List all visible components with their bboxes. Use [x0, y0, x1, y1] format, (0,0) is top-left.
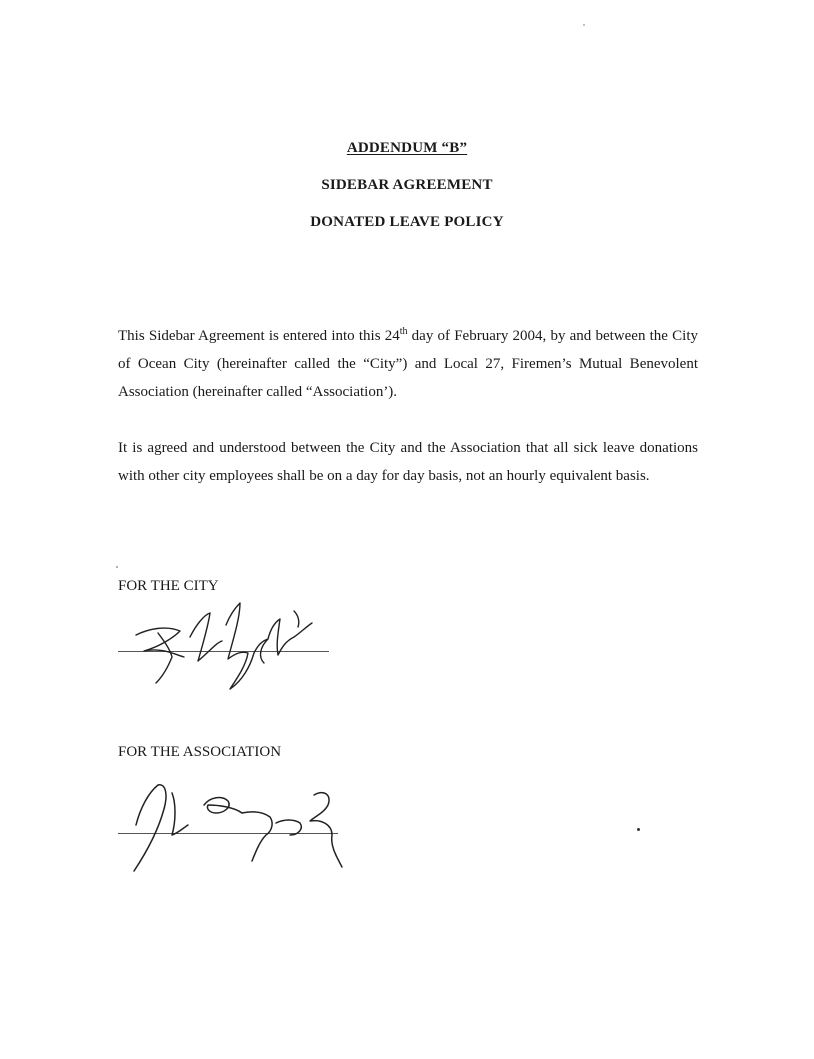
- paragraph-text-end: day of February 2004, by and between the City of Ocean City (hereinafter called the “City”) and Local 27, Firemen’s Mutual Benevolent Association (hereinafter called “Association’).: [118, 328, 698, 400]
- sidebar-agreement-heading: SIDEBAR AGREEMENT: [321, 177, 493, 193]
- scan-speck: [583, 24, 585, 26]
- city-signature-label: FOR THE CITY: [118, 578, 219, 594]
- city-signature: [118, 585, 348, 695]
- sick-leave-paragraph: It is agreed and understood between the City and the Association that all sick leave donations with other city employees shall be on a day for day basis, not an hourly equivalent basis.: [118, 440, 698, 484]
- association-signature-label: FOR THE ASSOCIATION: [118, 744, 282, 760]
- scan-speck: [637, 828, 640, 831]
- addendum-heading-text: ADDENDUM “B”: [346, 140, 468, 156]
- ordinal-suffix: th: [399, 326, 408, 337]
- addendum-heading: [0, 140, 814, 157]
- donated-leave-policy-heading: DONATED LEAVE POLICY: [310, 214, 504, 230]
- paragraph-text-start: This Sidebar Agreement is entered into this 24: [118, 328, 400, 344]
- agreement-paragraph: [118, 322, 698, 406]
- scan-speck: [116, 566, 118, 568]
- association-signature: [118, 775, 358, 885]
